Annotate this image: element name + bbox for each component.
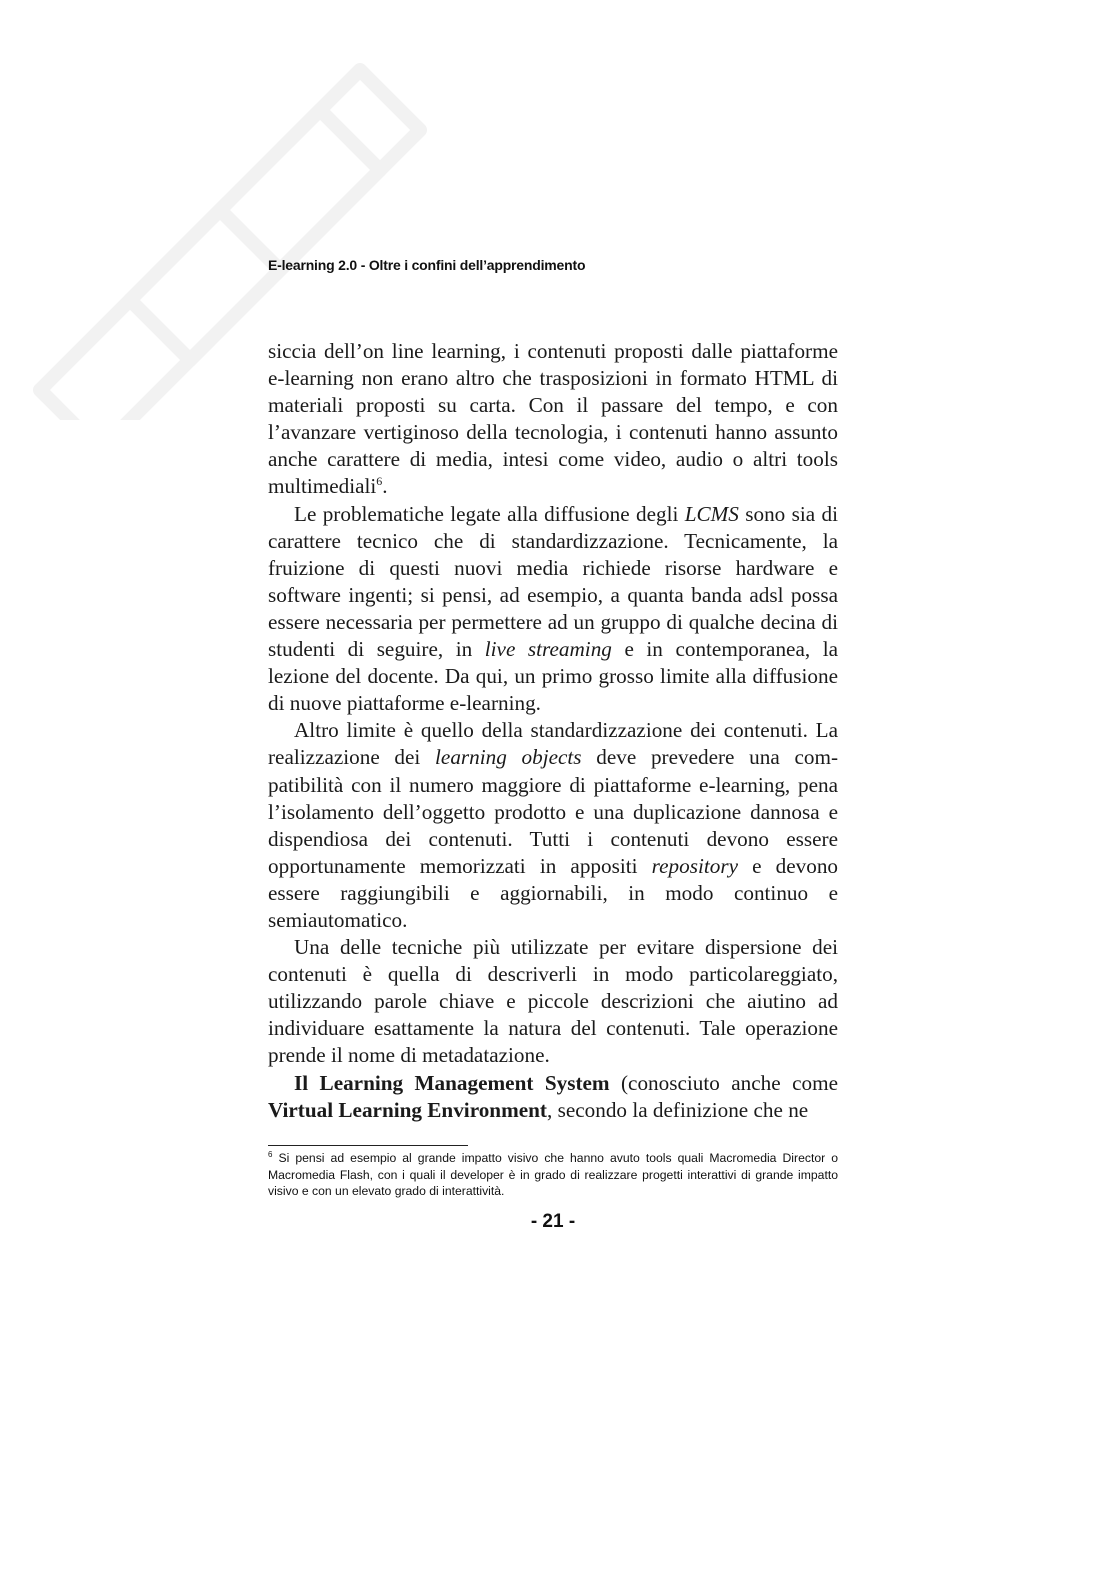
term-learning-objects: learning objects [435,745,582,770]
term-vle: Virtual Learning Environment [268,1097,547,1122]
footnote-text: Si pensi ad esempio al grande impatto visivo che hanno avuto tools quali Macromedia Director o Macromedia Flash, con i quali il developer è in grado di realizzare progetti interattivi di grande impatto visivo e con un elevato grado di interattività. [268,1151,838,1198]
paragraph: siccia dell’on line learning, i contenuti proposti dalle piattaforme e-learning non erano altro che trasposizioni in formato HTML di materiali proposti su carta. Con il passare del tempo, e con l’avanzare vertiginoso della tecnologia, i contenuti hanno assunto anche carattere di media, intesi come video, audio o altri tools multimediali$^6$. [268,339,838,499]
footnote-reference[interactable]: 6 [376,474,383,489]
footnote-divider [268,1145,468,1146]
term-lcms: LCMS [684,501,739,526]
paragraph: Una delle tecniche più utilizzate per evitare dispersione dei contenuti è quella di descriverli in modo particolareggiato, utilizzando parole chiave e piccole descrizioni che aiutino ad individuare esattamente la natura del contenuti. Tale operazione prende il nome di metadatazione. [268,935,838,1068]
page-number: - 21 - [530,1211,576,1232]
paragraph: Altro limite è quello della standardizzazione dei contenuti. La realizzazione dei learning objects deve prevedere una compatibilità con il numero maggiore di piattaforme e-learning, pena l’isolamento dell’oggetto prodotto e una duplicazione dannosa e dispendiosa dei contenuti. Tutti i contenuti devono essere opportunamente memorizzati in appositi repository e devono essere raggiungibili e aggiornabili, in modo continuo e semiautomatico. [268,718,839,932]
paragraph: Le problematiche legate alla diffusione degli LCMS sono sia di carattere tecnico che di standardizzazione. Tecnicamente, la fruizione di questi nuovi media richiede risorse hardware e software ingenti; si pensi, ad esempio, a quanta banda adsl possa essere necessaria per permettere ad un gruppo di qualche decina di studenti di seguire, in live streaming e in contemporanea, la lezione del docente. Da qui, un primo grosso limite alla diffusione di nuove piattaforme e-learning. [268,501,839,716]
term-live-streaming: live streaming [484,637,612,662]
running-header: E-learning 2.0 - Oltre i confini dell’apprendimento [268,257,586,273]
paragraph: Il Learning Management System (conosciuto anche come Virtual Learning Environment, secondo la definizione che ne [268,1070,838,1122]
term-lms: Il Learning Management System [294,1070,610,1095]
footnote [268,1150,838,1200]
footnote-marker: 6 [268,1149,273,1159]
term-repository: repository [651,853,738,878]
body-text [268,338,838,1124]
